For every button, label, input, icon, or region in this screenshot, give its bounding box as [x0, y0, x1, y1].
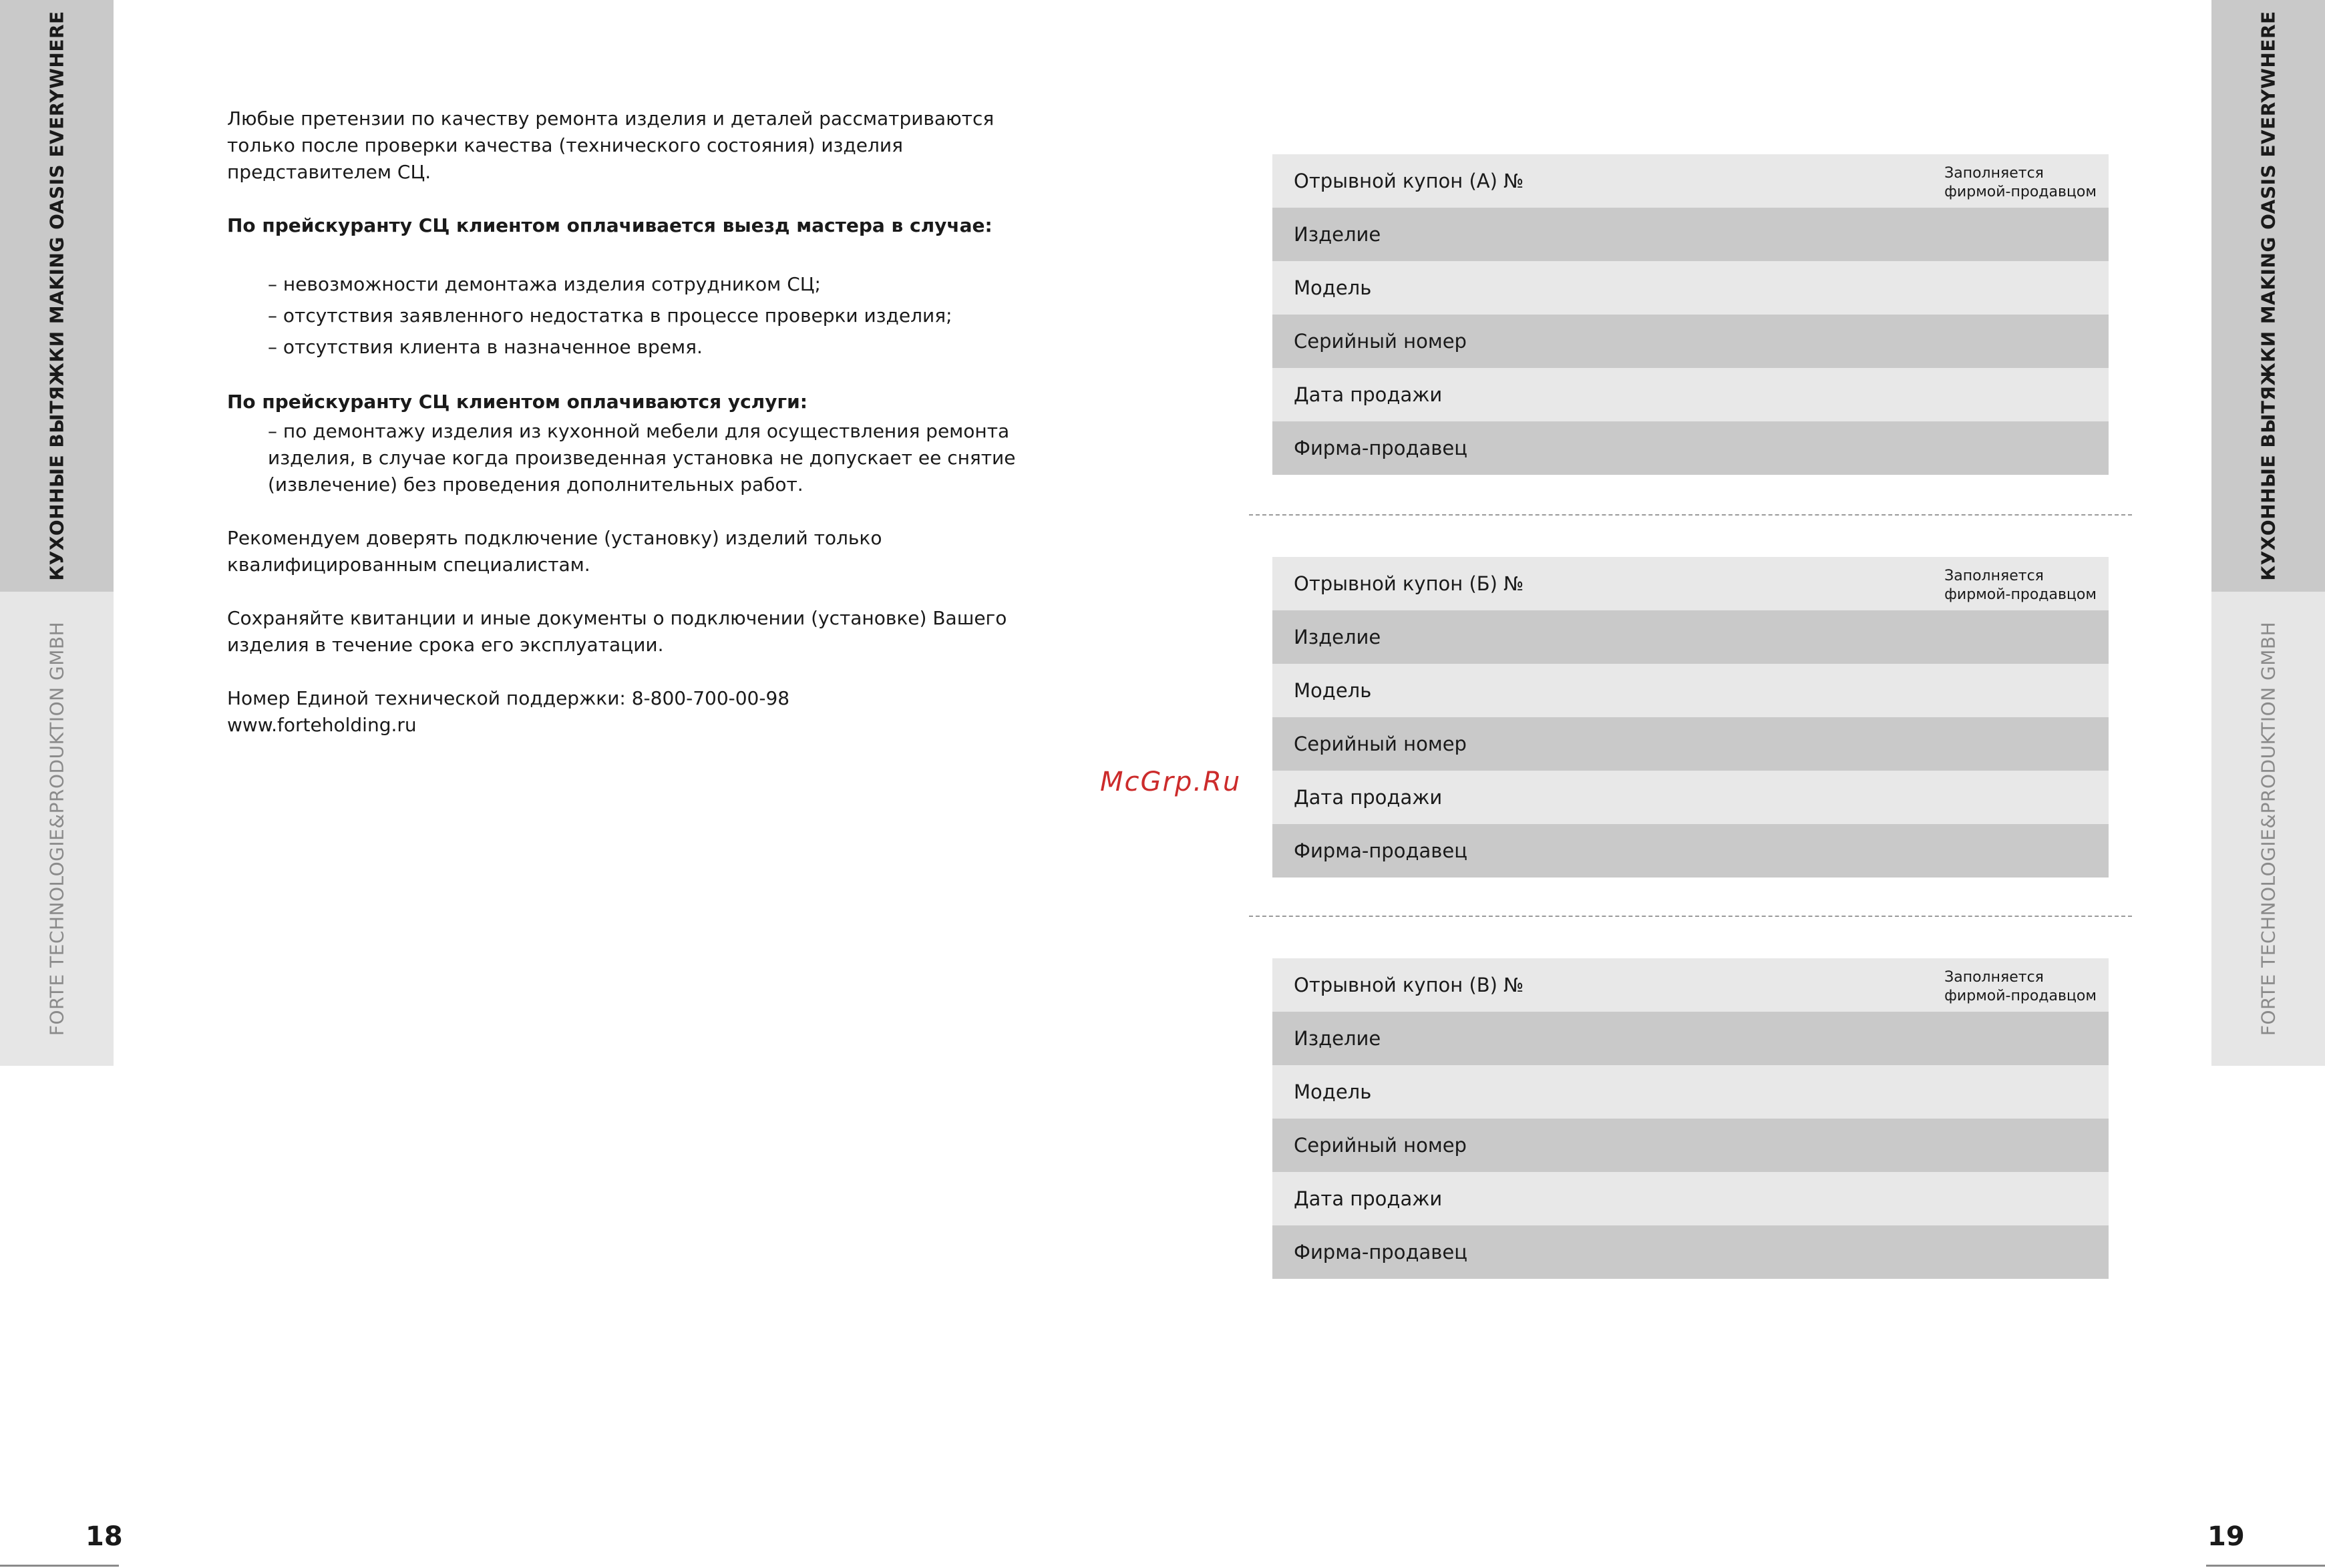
right-sidebar-title: КУХОННЫЕ ВЫТЯЖКИ MAKING OASIS EVERYWHERE	[2257, 11, 2280, 581]
coupon-field-row: Фирма-продавец	[1272, 421, 2109, 475]
page-number-left-underline	[0, 1565, 119, 1567]
coupon-field-row: Дата продажи	[1272, 771, 2109, 824]
coupon-a	[1272, 154, 2109, 475]
coupon-title-row	[1272, 154, 2109, 208]
paragraph-claims: Любые претензии по качеству ремонта изделия и деталей рассматриваются только после проверки качества (технического состояния) изделия представителем СЦ.	[227, 108, 995, 183]
coupon-fill-note	[1944, 567, 2097, 604]
coupon-b	[1272, 557, 2109, 877]
coupon-v	[1272, 958, 2109, 1279]
paragraph-recommendation: Рекомендуем доверять подключение (установку) изделий только квалифицированным специалистам.	[227, 527, 882, 576]
coupon-field-row: Изделие	[1272, 208, 2109, 261]
coupon-field-row: Модель	[1272, 261, 2109, 315]
list-item: – невозможности демонтажа изделия сотрудником СЦ;	[268, 273, 821, 295]
cut-line	[1249, 916, 2132, 917]
list-item-dismantling: – по демонтажу изделия из кухонной мебели для осуществления ремонта изделия, в случае когда произведенная установка не допускает ее снятие (извлечение) без проведения дополнительных работ.	[268, 420, 1016, 496]
support-phone: Номер Единой технической поддержки: 8-800-700-00-98	[227, 687, 790, 709]
right-sidebar-title-band	[2211, 0, 2325, 592]
page-number-right: 19	[2207, 1521, 2245, 1552]
right-sidebar-company: FORTE TECHNOLOGIE&PRODUKTION GMBH	[2257, 621, 2280, 1036]
fill-note-line: фирмой-продавцом	[1944, 586, 2097, 603]
heading-paid-services: По прейскуранту СЦ клиентом оплачиваются услуги:	[227, 391, 808, 413]
left-sidebar-company: FORTE TECHNOLOGIE&PRODUKTION GMBH	[45, 621, 68, 1036]
left-sidebar-title-band	[0, 0, 114, 592]
left-sidebar-company-band	[0, 592, 114, 1066]
coupon-title: Отрывной купон (В) №	[1294, 974, 1524, 996]
paragraph-support	[227, 685, 1062, 739]
coupon-field-row: Дата продажи	[1272, 1172, 2109, 1225]
cut-line	[1249, 514, 2132, 516]
coupon-fill-note	[1944, 164, 2097, 202]
coupon-title-row	[1272, 958, 2109, 1012]
support-website: www.forteholding.ru	[227, 714, 417, 736]
coupon-title-row	[1272, 557, 2109, 610]
list-master-visit	[227, 271, 1062, 361]
list-item: – отсутствия клиента в назначенное время.	[268, 336, 703, 358]
coupon-fill-note	[1944, 968, 2097, 1006]
fill-note-line: Заполняется	[1944, 568, 2044, 584]
page-number-left: 18	[85, 1521, 123, 1552]
coupon-field-row: Дата продажи	[1272, 368, 2109, 421]
coupon-title: Отрывной купон (Б) №	[1294, 572, 1524, 595]
coupon-field-row: Фирма-продавец	[1272, 824, 2109, 877]
right-sidebar-company-band	[2211, 592, 2325, 1066]
coupon-title: Отрывной купон (А) №	[1294, 170, 1524, 192]
heading-master-visit: По прейскуранту СЦ клиентом оплачивается выезд мастера в случае:	[227, 214, 993, 236]
paragraph-keep-documents: Сохраняйте квитанции и иные документы о подключении (установке) Вашего изделия в течение срока его эксплуатации.	[227, 607, 1007, 656]
coupon-field-row: Модель	[1272, 664, 2109, 717]
page-number-right-underline	[2206, 1565, 2325, 1567]
fill-note-line: Заполняется	[1944, 969, 2044, 986]
coupon-field-row: Модель	[1272, 1065, 2109, 1119]
fill-note-line: Заполняется	[1944, 165, 2044, 182]
left-sidebar-title: КУХОННЫЕ ВЫТЯЖКИ MAKING OASIS EVERYWHERE	[45, 11, 68, 581]
coupon-field-row: Фирма-продавец	[1272, 1225, 2109, 1279]
fill-note-line: фирмой-продавцом	[1944, 988, 2097, 1004]
left-page-text	[227, 106, 1062, 765]
list-item: – отсутствия заявленного недостатка в процессе проверки изделия;	[268, 305, 952, 327]
coupon-field-row: Изделие	[1272, 610, 2109, 664]
coupon-field-row: Серийный номер	[1272, 1119, 2109, 1172]
fill-note-line: фирмой-продавцом	[1944, 184, 2097, 200]
watermark: McGrp.Ru	[1100, 767, 1242, 797]
coupon-field-row: Серийный номер	[1272, 717, 2109, 771]
coupon-field-row: Серийный номер	[1272, 315, 2109, 368]
coupon-field-row: Изделие	[1272, 1012, 2109, 1065]
